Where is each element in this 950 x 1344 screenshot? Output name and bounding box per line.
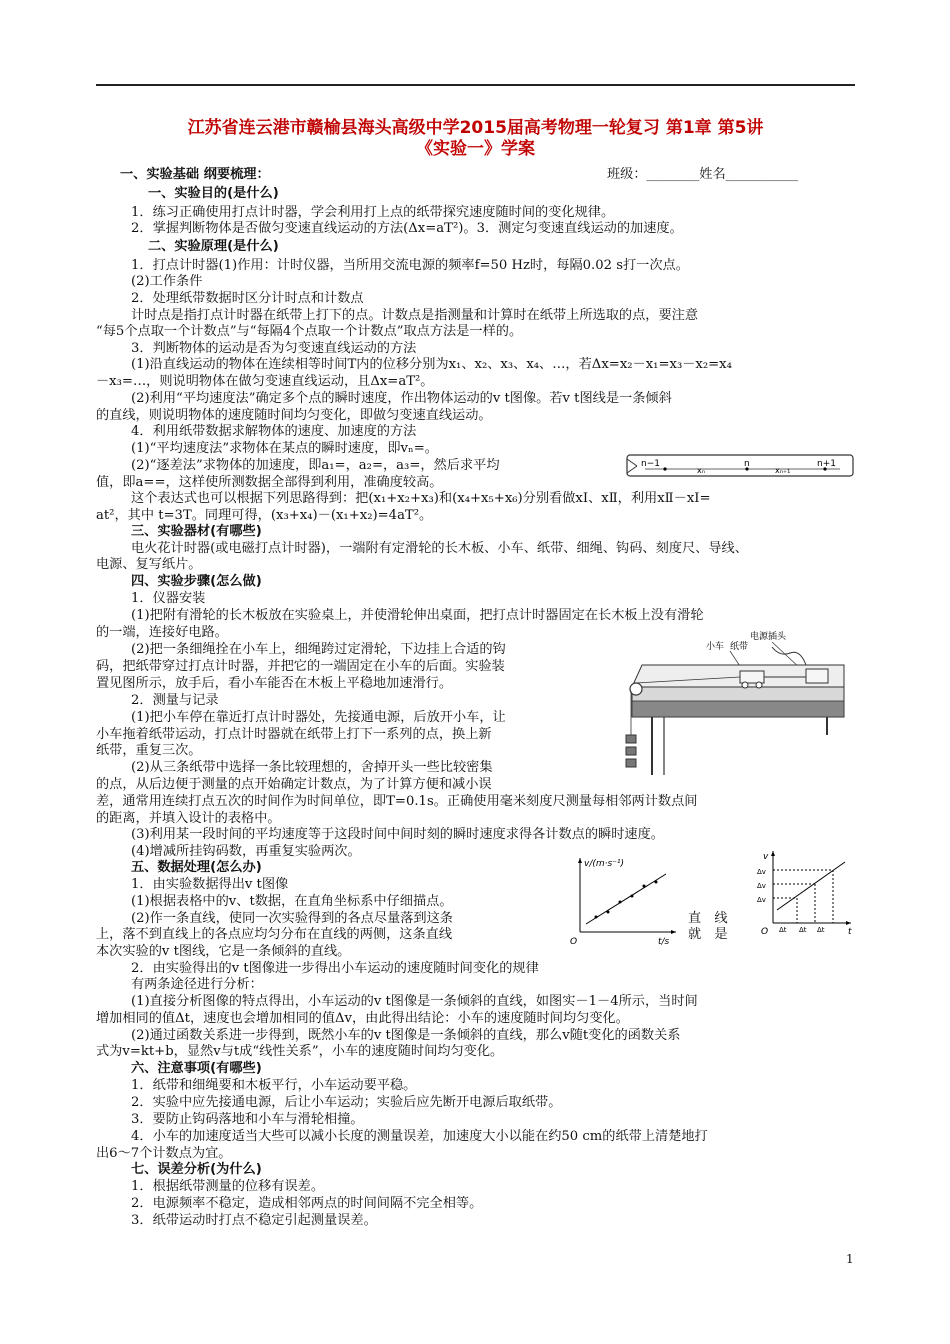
text-line: (4)增减所挂钩码数，再重复实验两次。 (131, 844, 361, 859)
text-line: 3．要防止钩码落地和小车与滑轮相撞。 (131, 1112, 364, 1127)
text-line: 1．打点计时器(1)作用：计时仪器，当所用交流电源的频率f=50 Hz时，每隔0.02 s打一次点。 (131, 258, 689, 273)
graph2-dt: Δt (779, 926, 787, 934)
graph1-origin: O (570, 937, 578, 947)
text-line: 4．小车的加速度适当大些可以减小长度的测量误差，加速度大小以能在约50 cm的纸带上清楚地打 (131, 1129, 708, 1144)
power-plug-label: 电源插头 (750, 632, 787, 642)
page-number: 1 (846, 1252, 854, 1266)
text-line: (2)作一条直线，使同一次实验得到的各点尽量落到这条 (131, 911, 453, 926)
tape-label: n+1 (817, 459, 836, 469)
text-line: 有两条途径进行分析： (131, 977, 263, 992)
text-line: 2．实验中应先接通电源，后让小车运动；实验后应先断开电源后取纸带。 (131, 1095, 562, 1110)
text-line: 小车拖着纸带运动，打点计时器就在纸带上打下一系列的点，换上新 (96, 727, 492, 742)
text-line: 码，把纸带穿过打点计时器，并把它的一端固定在小车的后面。实验装 (96, 659, 505, 674)
vt-graph-1 (566, 852, 681, 947)
graph1-xlabel: t/s (658, 937, 670, 947)
graph2-dt: Δt (817, 926, 825, 934)
apparatus-figure (612, 625, 852, 785)
text-line: (2)“逐差法”求物体的加速度，即a₁=，a₂=，a₃=，然后求平均 (131, 458, 500, 473)
text-line: 2．电源频率不稳定，造成相邻两点的时间间隔不完全相等。 (131, 1196, 483, 1211)
text-line: 增加相同的值Δt，速度也会增加相同的值Δv，由此得出结论：小车的速度随时间均匀变化。 (96, 1011, 629, 1026)
text-line: 1．纸带和细绳要和木板平行，小车运动要平稳。 (131, 1078, 417, 1093)
text-line: 的距离，并填入设计的表格中。 (96, 811, 281, 826)
text-line: 1．由实验数据得出v t图像 (131, 877, 289, 892)
text-line: (1)直接分析图像的特点得出，小车运动的v t图像是一条倾斜的直线，如图实－1－4所示，当时间 (131, 994, 698, 1009)
text-line: 2．处理纸带数据时区分计时点和计数点 (131, 291, 364, 306)
text-line: 纸带，重复三次。 (96, 743, 202, 758)
text-line: 式为v=kt+b，显然v与t成“线性关系”，小车的速度随时间均匀变化。 (96, 1044, 504, 1059)
text-line: 2．由实验得出的v t图像进一步得出小车运动的速度随时间变化的规律 (131, 961, 539, 976)
graph2-origin: O (761, 927, 769, 934)
header-rule (96, 84, 855, 86)
text-line: 就 是 (688, 927, 728, 942)
text-line: 的一端，连接好电路。 (96, 625, 228, 640)
heading-equipment: 三、实验器材(有哪些) (131, 524, 262, 539)
class-name-field: 班级：________姓名___________ (607, 167, 799, 182)
text-line: －x₃=…，则说明物体在做匀变速直线运动，且Δx=aT²。 (96, 374, 434, 389)
tape-label: n−1 (641, 459, 660, 469)
text-line: 2．测量与记录 (131, 693, 219, 708)
text-line: (3)利用某一段时间的平均速度等于这段时间中间时刻的瞬时速度求得各计数点的瞬时速度。 (131, 827, 664, 842)
heading-purpose: 一、实验目的(是什么) (148, 186, 279, 201)
tape-label-text: 纸带 (730, 642, 749, 652)
text-line: 值，即a==，这样使所测数据全部得到利用，准确度较高。 (96, 475, 443, 490)
text-line: (2)把一条细绳拴在小车上，细绳跨过定滑轮，下边挂上合适的钩 (131, 642, 506, 657)
cart-label: 小车 (706, 642, 725, 652)
text-line: 电源、复写纸片。 (96, 557, 202, 572)
text-line: 4．利用纸带数据求解物体的速度、加速度的方法 (131, 424, 417, 439)
text-line: 出6～7个计数点为宜。 (96, 1146, 232, 1161)
text-line: 直 线 (688, 911, 728, 926)
text-line: 的直线，则说明物体的速度随时间均匀变化，即做匀变速直线运动。 (96, 408, 492, 423)
text-line: 3．纸带运动时打点不稳定引起测量误差。 (131, 1213, 377, 1228)
page-title: 江苏省连云港市赣榆县海头高级中学2015届高考物理一轮复习 第1章 第5讲 (187, 118, 764, 138)
tape-label: xₙ (697, 466, 705, 475)
text-line: (2)工作条件 (131, 274, 203, 289)
text-line: (1)把小车停在靠近打点计时器处，先接通电源，后放开小车，让 (131, 710, 506, 725)
text-line: (1)根据表格中的v、t数据，在直角坐标系中仔细描点。 (131, 894, 453, 909)
text-line: (2)通过函数关系进一步得到，既然小车的v t图像是一条倾斜的直线，那么v随t变化的函数关系 (131, 1028, 681, 1043)
heading-errors: 七、误差分析(为什么) (131, 1162, 262, 1177)
tape-label: xₙ₊₁ (775, 466, 791, 475)
graph2-dt: Δt (799, 926, 807, 934)
text-line: (1)“平均速度法”求物体在某点的瞬时速度，即vₙ=。 (131, 441, 438, 456)
section-heading: 一、实验基础 纲要梳理： (120, 167, 270, 182)
text-line: 2．掌握判断物体是否做匀变速直线运动的方法(Δx=aT²)。3．测定匀变速直线运动的加速度。 (131, 221, 683, 236)
graph2-dv: Δv (757, 882, 766, 890)
text-line: (2)从三条纸带中选择一条比较理想的，舍掉开头一些比较密集 (131, 760, 493, 775)
heading-notes: 六、注意事项(有哪些) (131, 1061, 262, 1076)
tape-figure (625, 453, 857, 479)
text-line: (2)利用“平均速度法”确定多个点的瞬时速度，作出物体运动的v t图像。若v t图线是一条倾斜 (131, 391, 672, 406)
graph2-ylabel: v (763, 852, 769, 862)
text-line: 本次实验的v t图线，它是一条倾斜的直线。 (96, 944, 351, 959)
tape-label: n (744, 459, 750, 469)
heading-steps: 四、实验步骤(怎么做) (131, 574, 262, 589)
text-line: 这个表达式也可以根据下列思路得到：把(x₁+x₂+x₃)和(x₄+x₅+x₆)分别看做xⅠ、xⅡ，利用xⅡ－xⅠ= (131, 491, 711, 506)
graph1-ylabel: v/(m·s⁻¹) (584, 859, 625, 869)
text-line: 置见图所示，放手后，看小车能否在木板上平稳地加速滑行。 (96, 676, 453, 691)
text-line: “每5个点取一个计数点”与“每隔4个点取一个计数点”取点方法是一样的。 (96, 324, 523, 339)
text-line: 计时点是指打点计时器在纸带上打下的点。计数点是指测量和计算时在纸带上所选取的点，要注意 (131, 308, 699, 323)
graph2-dv: Δv (757, 868, 766, 876)
text-line: 的点，从后边便于测量的点开始确定计数点，为了计算方便和减小误 (96, 777, 492, 792)
heading-principle: 二、实验原理(是什么) (148, 239, 279, 254)
text-line: 3．判断物体的运动是否为匀变速直线运动的方法 (131, 341, 417, 356)
text-line: (1)沿直线运动的物体在连续相等时间T内的位移分别为x₁、x₂、x₃、x₄、…，若Δx=x₂－x₁=x₃－x₂=x₄ (131, 357, 732, 372)
text-line: 1．练习正确使用打点计时器，学会利用打上点的纸带探究速度随时间的变化规律。 (131, 205, 615, 220)
vt-graph-2 (755, 848, 855, 934)
text-line: 上，落不到直线上的各点应均匀分布在直线的两侧，这条直线 (96, 927, 453, 942)
text-line: at²，其中 t=3T。同理可得，(x₃+x₄)－(x₁+x₂)=4aT²。 (96, 508, 433, 523)
text-line: 1．仪器安装 (131, 591, 206, 606)
graph2-xlabel: t (848, 927, 852, 934)
page-subtitle: 《实验一》学案 (416, 139, 535, 159)
heading-data: 五、数据处理(怎么办) (131, 860, 262, 875)
text-line: 差，通常用连续打点五次的时间作为时间单位，即T=0.1s。正确使用毫米刻度尺测量每相邻两计数点间 (96, 794, 698, 809)
text-line: (1)把附有滑轮的长木板放在实验桌上，并使滑轮伸出桌面，把打点计时器固定在长木板上没有滑轮 (131, 608, 704, 623)
graph2-dv: Δv (757, 896, 766, 904)
text-line: 1．根据纸带测量的位移有误差。 (131, 1179, 325, 1194)
text-line: 电火花计时器(或电磁打点计时器)，一端附有定滑轮的长木板、小车、纸带、细绳、钩码、刻度尺、导线、 (131, 541, 748, 556)
